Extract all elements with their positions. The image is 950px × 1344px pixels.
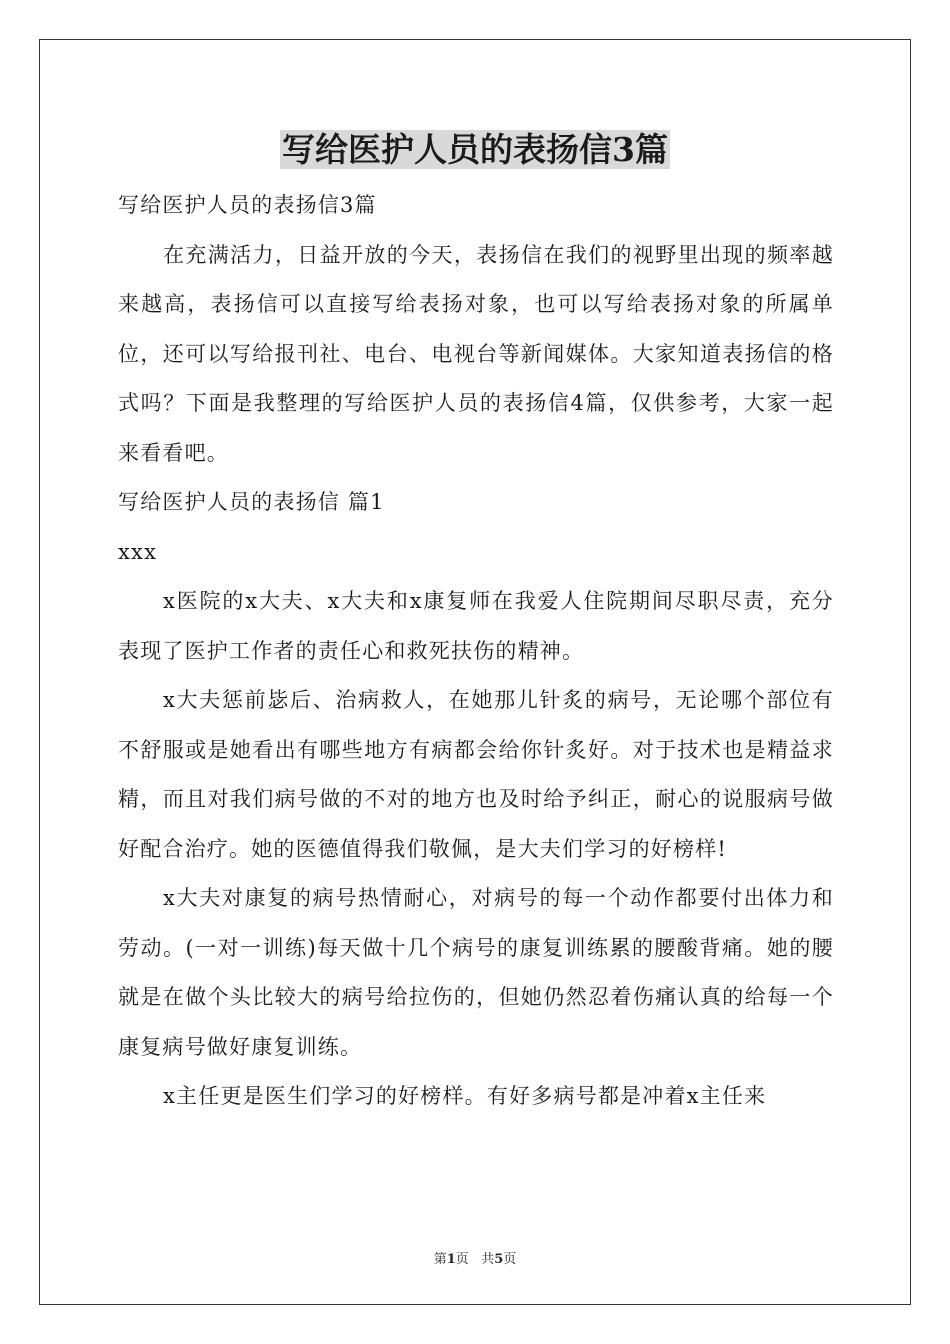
body-paragraph: x主任更是医生们学习的好榜样。有好多病号都是冲着x主任来 — [163, 1084, 767, 1108]
page-label-prefix: 第 — [433, 1252, 447, 1267]
subtitle-line: 写给医护人员的表扬信3篇 — [118, 193, 377, 217]
body-paragraph: x医院的x大夫、x大夫和x康复师在我爱人住院期间尽职尽责，充分表现了医护工作者的责任心和救死扶伤的精神。 — [118, 589, 834, 663]
salutation: xxx — [118, 539, 158, 564]
section-heading: 写给医护人员的表扬信 篇1 — [118, 490, 385, 514]
document-title-text: 写给医护人员的表扬信3篇 — [282, 130, 668, 169]
total-pages: 5 — [494, 1252, 504, 1267]
page-footer — [0, 1248, 950, 1267]
total-label-prefix: 共 — [481, 1252, 495, 1267]
page-number: 1 — [446, 1252, 456, 1267]
total-label-suffix: 页 — [503, 1252, 517, 1267]
body-paragraph: x大夫对康复的病号热情耐心，对病号的每一个动作都要付出体力和劳动。(一对一训练)每天做十几个病号的康复训练累的腰酸背痛。她的腰就是在做个头比较大的病号给拉伤的，但她仍然忍着伤痛认真的给每一个康复病号做好康复训练。 — [118, 886, 834, 1059]
intro-paragraph: 在充满活力，日益开放的今天，表扬信在我们的视野里出现的频率越来越高，表扬信可以直接写给表扬对象，也可以写给表扬对象的所属单位，还可以写给报刊社、电台、电视台等新闻媒体。大家知道表扬信的格式吗？下面是我整理的写给医护人员的表扬信4篇，仅供参考，大家一起来看看吧。 — [118, 242, 834, 465]
document-title — [0, 128, 950, 172]
document-body — [118, 181, 834, 1122]
body-paragraph: x大夫惩前毖后、治病救人，在她那儿针炙的病号，无论哪个部位有不舒服或是她看出有哪些地方有病都会给你针炙好。对于技术也是精益求精，而且对我们病号做的不对的地方也及时给予纠正，耐心的说服病号做好配合治疗。她的医德值得我们敬佩，是大夫们学习的好榜样! — [118, 688, 834, 861]
page-label-suffix: 页 — [455, 1252, 469, 1267]
